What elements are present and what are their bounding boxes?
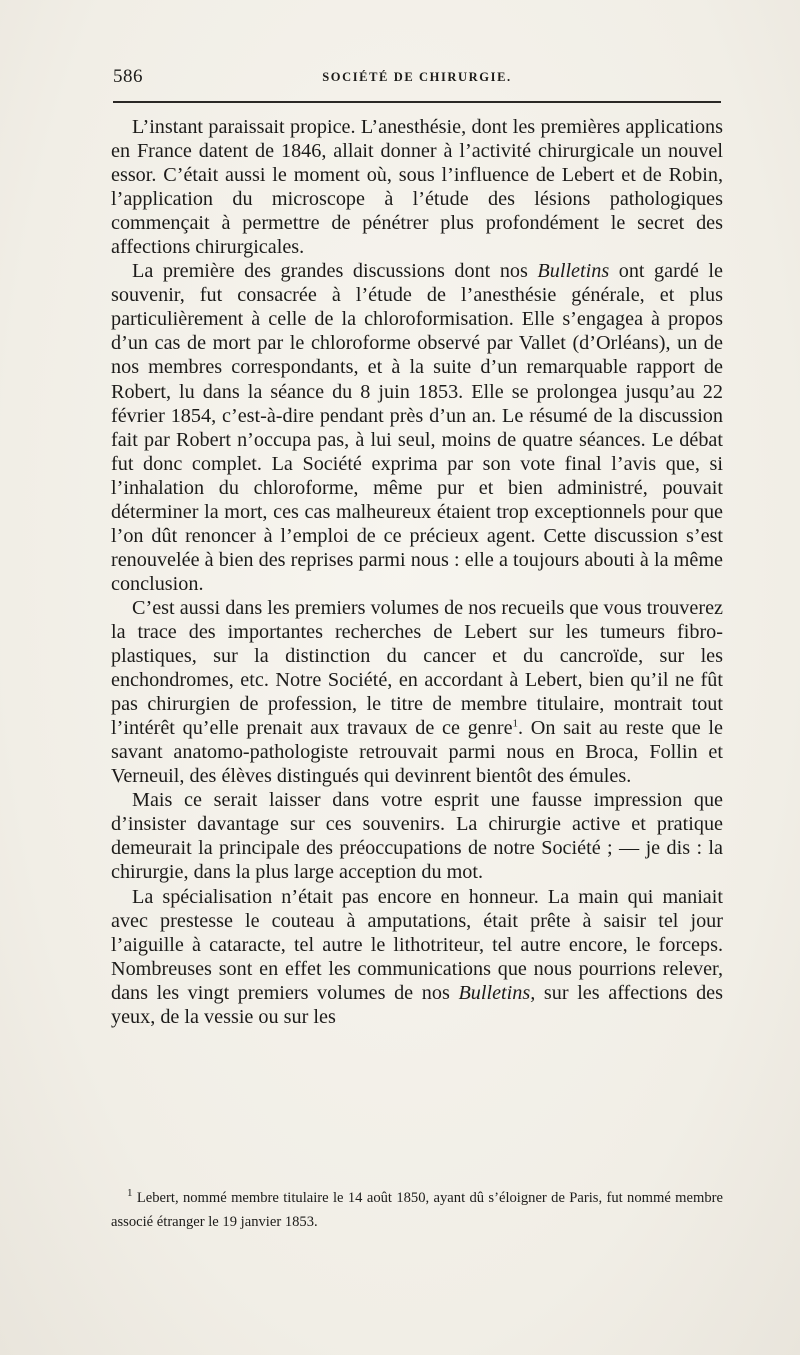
footnote-reference: 1 [512,717,519,730]
footnote-text [111,1187,723,1234]
paragraph-5-start: La spécialisation n’était pas encore en honneur. La main qui maniait avec prestesse le couteau à amputations, était prête à saisir tel jour l’aiguille à cataracte, tel autre le lithotriteur, tel autre encore, le forceps. Nombreuses sont en effet les communications que nous pourrions relever, dans les vingt premiers volumes de nos [111,885,723,1004]
paragraph-1: L’instant paraissait propice. L’anesthésie, dont les premières applications en France datent de 1846, allait donner à l’activité chirurgicale un nouvel essor. C’était aussi le moment où, sous l’influence de Lebert et de Robin, l’application du microscope à l’étude des lésions pathologiques commençait à permettre de pénétrer plus profondément le secret des affections chirurgicales. [111,116,723,259]
page-header [113,62,721,92]
paragraph-2 [111,259,723,596]
footnote [111,1187,723,1234]
running-head: SOCIÉTÉ DE CHIRURGIE. [322,70,512,84]
footnote-body: Lebert, nommé membre titulaire le 14 août 1850, ayant dû s’éloigner de Paris, fut nommé membre associé étranger le 19 janvier 1853. [111,1190,723,1230]
paragraph-4: Mais ce serait laisser dans votre esprit une fausse impression que d’insister davantage sur ces souvenirs. La chirurgie active et pratique demeurait la principale des préoccupations de notre Société ; — je dis : la chirurgie, dans la plus large acception du mot. [111,789,723,884]
paragraph-5 [111,885,723,1029]
bulletins-title: Bulletins [537,260,610,283]
paragraph-3-rest: . On sait au reste que le savant anatomo-pathologiste retrouvait parmi nous en Broca, Follin et Verneuil, des élèves distingués qui devinrent bientôt des émules. [111,717,723,788]
paragraph-2-rest: ont gardé le souvenir, fut consacrée à l’étude de l’anesthésie générale, et plus particulièrement à celle de la chloroformisation. Elle s’engagea à propos d’un cas de mort par le chloroforme observé par Vallet (d’Orléans), un de nos membres correspondants, et à la suite d’un remarquable rapport de Robert, lu dans la séance du 8 juin 1853. Elle se prolongea jusqu’au 22 février 1854, c’est-à-dire pendant près d’un an. Le résumé de la discussion fait par Robert n’occupa pas, à lui seul, moins de quatre séances. Le débat fut donc complet. La Société exprima par son vote final l’avis que, si l’inhalation du chloroforme, même pur et bien administré, pouvait déterminer la mort, ces cas malheureux étaient trop exceptionnels pour que l’on dût renoncer à l’emploi de ce précieux agent. Cette discussion s’est renouvelée à bien des reprises parmi nous : elle a toujours abouti à la même conclusion. [111,260,724,595]
bulletins-title-2: Bulletins, [458,981,536,1004]
paragraph-2-start: La première des grandes discussions dont nos [132,260,538,283]
paragraph-5-rest: sur les affections des yeux, de la vessie ou sur les [111,981,723,1028]
body-text [111,115,723,1029]
page-number: 586 [113,66,143,87]
header-rule [113,101,721,103]
footnote-mark: 1 [127,1187,133,1200]
paragraph-3-start: C’est aussi dans les premiers volumes de nos recueils que vous trouverez la trace des importantes recherches de Lebert sur les tumeurs fibro-plastiques, sur la distinction du cancer et du cancroïde, sur les enchondromes, etc. Notre Société, en accordant à Lebert, bien qu’il ne fût pas chirurgien de profession, le titre de membre titulaire, montrait tout l’intérêt qu’elle prenait aux travaux de ce genre [111,596,723,740]
paragraph-3 [111,596,723,788]
